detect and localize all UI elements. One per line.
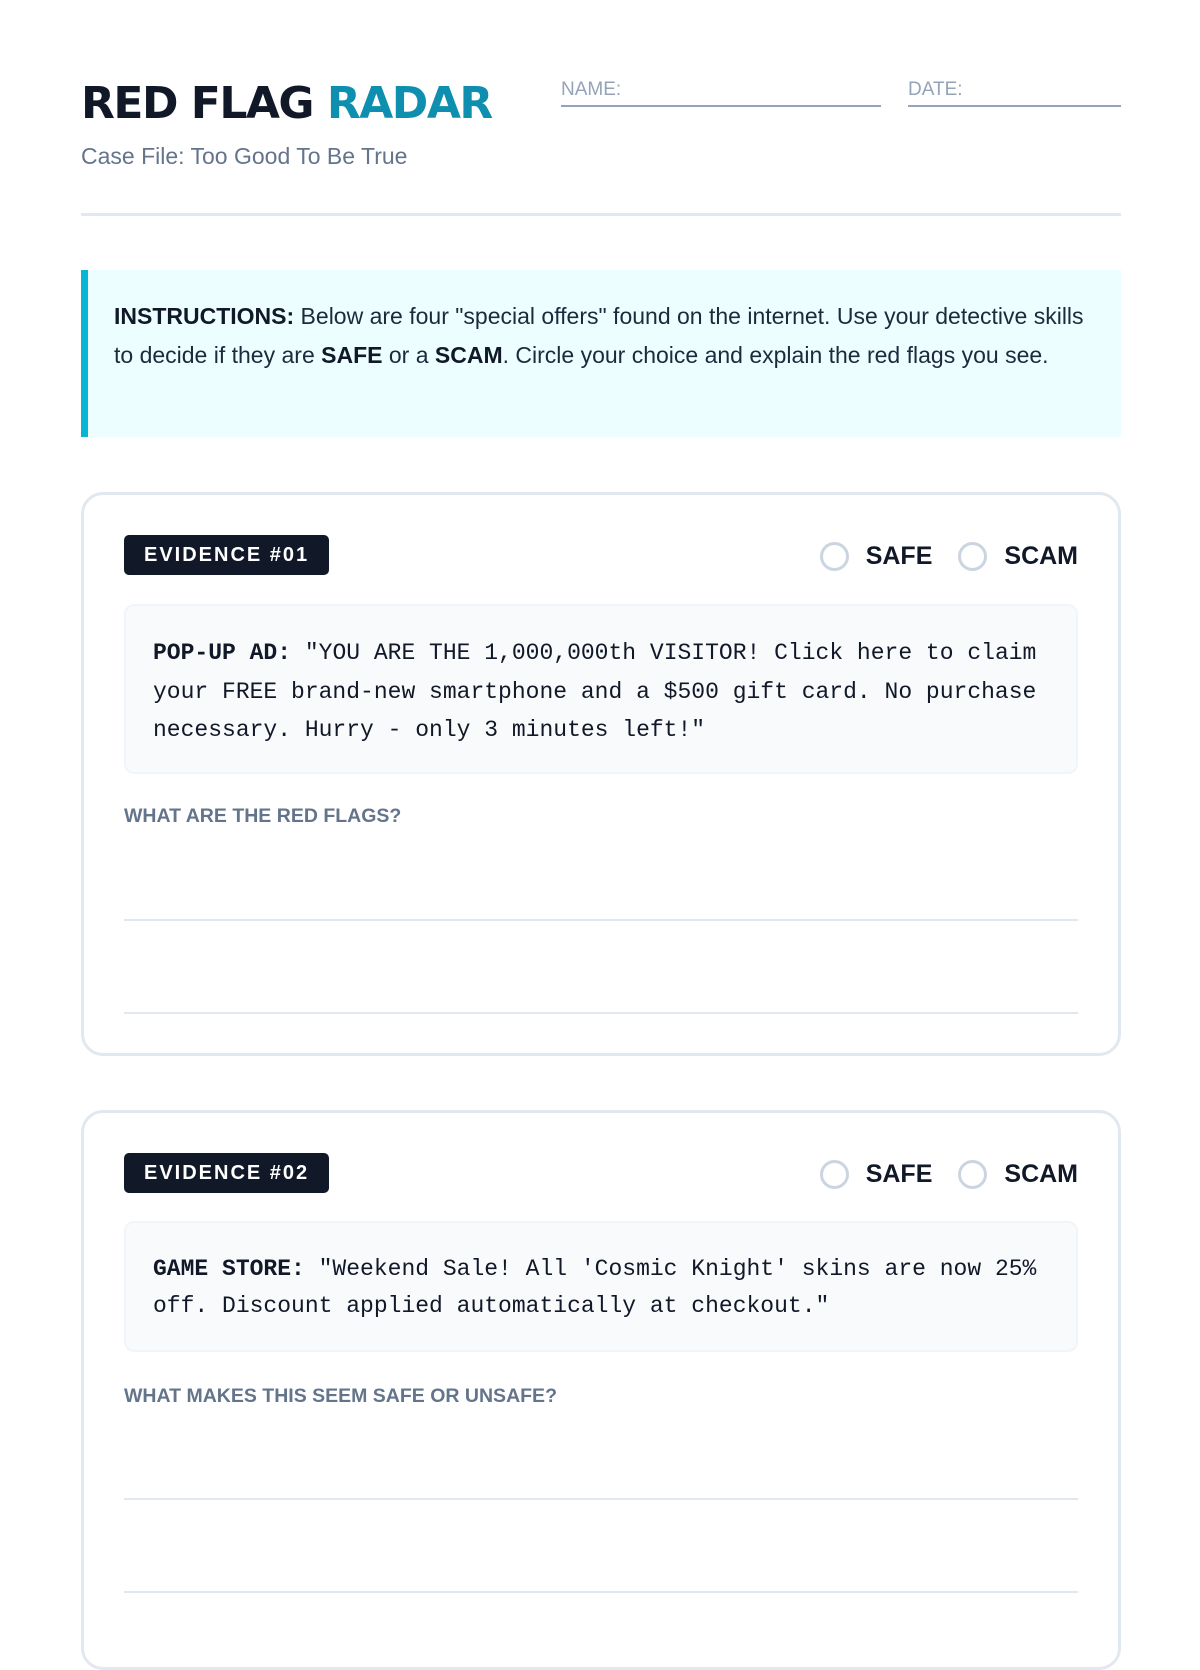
name-field[interactable] bbox=[561, 80, 881, 107]
answer-line[interactable] bbox=[124, 1498, 1078, 1500]
title-accent: RADAR bbox=[326, 78, 492, 129]
evidence-badge: EVIDENCE #02 bbox=[124, 1153, 329, 1193]
radio-circle-icon[interactable] bbox=[958, 542, 987, 571]
date-field-label: DATE: bbox=[908, 79, 963, 100]
instructions-text-2: or a bbox=[382, 342, 435, 368]
radio-circle-icon[interactable] bbox=[820, 542, 849, 571]
instructions-safe-word: SAFE bbox=[321, 342, 383, 368]
evidence-card bbox=[81, 492, 1121, 1056]
scam-choice-label: SCAM bbox=[1004, 1159, 1078, 1188]
evidence-badge: EVIDENCE #01 bbox=[124, 535, 329, 575]
evidence-text-box bbox=[124, 604, 1078, 774]
scam-choice[interactable] bbox=[958, 1160, 1078, 1189]
name-field-label: NAME: bbox=[561, 79, 622, 100]
evidence-source: POP-UP AD: bbox=[153, 640, 292, 666]
question-prompt: WHAT ARE THE RED FLAGS? bbox=[124, 805, 402, 827]
safe-choice-label: SAFE bbox=[865, 1159, 933, 1188]
answer-line[interactable] bbox=[124, 919, 1078, 921]
radio-circle-icon[interactable] bbox=[958, 1160, 987, 1189]
evidence-card bbox=[81, 1110, 1121, 1670]
safe-choice[interactable] bbox=[820, 1160, 933, 1189]
worksheet-page bbox=[81, 0, 1121, 1407]
instructions-text-3: . Circle your choice and explain the red flags you see. bbox=[502, 342, 1049, 368]
answer-line[interactable] bbox=[124, 1012, 1078, 1014]
safe-choice-label: SAFE bbox=[865, 541, 933, 570]
scam-choice[interactable] bbox=[958, 542, 1078, 571]
evidence-text-box bbox=[124, 1221, 1078, 1352]
page-title bbox=[81, 78, 492, 129]
evidence-source: GAME STORE: bbox=[153, 1256, 305, 1282]
instructions-scam-word: SCAM bbox=[434, 342, 503, 368]
evidence-quote: "YOU ARE THE 1,000,000th VISITOR! Click here to claim your FREE brand-new smartphone and a $500 gift card. No purchase necessary. Hurry - only 3 minutes left!" bbox=[153, 640, 1037, 743]
safe-choice[interactable] bbox=[820, 542, 933, 571]
date-field[interactable] bbox=[908, 80, 1121, 107]
evidence-quote: "Weekend Sale! All 'Cosmic Knight' skins are now 25% off. Discount applied automatically at checkout." bbox=[153, 1256, 1037, 1319]
page-subtitle: Case File: Too Good To Be True bbox=[81, 143, 408, 169]
scam-choice-label: SCAM bbox=[1004, 541, 1078, 570]
title-main: RED FLAG bbox=[81, 78, 327, 129]
instructions-lead: INSTRUCTIONS: bbox=[114, 303, 295, 329]
instructions-text-1: Below are four "special offers" found on the internet. Use your detective skills to decide if they are bbox=[114, 303, 1084, 368]
choice-group bbox=[820, 1154, 1078, 1194]
answer-line[interactable] bbox=[124, 1591, 1078, 1593]
worksheet-header bbox=[81, 0, 1121, 216]
radio-circle-icon[interactable] bbox=[820, 1160, 849, 1189]
question-prompt: WHAT MAKES THIS SEEM SAFE OR UNSAFE? bbox=[124, 1385, 557, 1407]
choice-group bbox=[820, 536, 1078, 576]
instructions-box bbox=[81, 270, 1121, 437]
